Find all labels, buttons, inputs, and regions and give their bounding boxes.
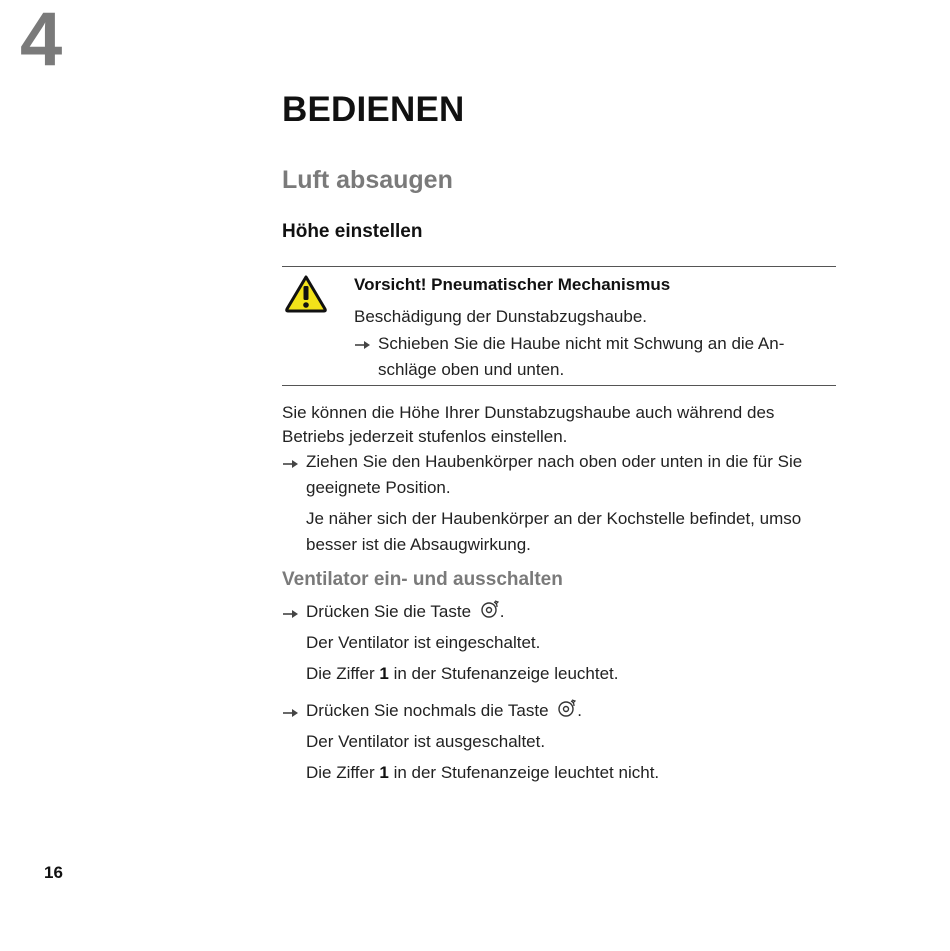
digit-one: 1: [379, 664, 389, 683]
height-step-line1: Ziehen Sie den Haubenkörper nach oben oder unten in die für Sie: [306, 452, 803, 471]
arrow-right-icon: [282, 707, 300, 719]
period: .: [577, 701, 583, 720]
height-paragraph-line1: Sie können die Höhe Ihrer Dunstabzugshaube auch während des: [282, 403, 775, 422]
warning-instruction: [354, 331, 824, 383]
fan-result-off-display: [306, 760, 836, 786]
warning-box: [282, 266, 836, 386]
text-fragment: Die Ziffer: [306, 664, 380, 683]
height-note-line1: Je näher sich der Haubenkörper an der Kochstelle befindet, umso: [306, 509, 802, 528]
text-fragment: in der Stufenanzeige leuchtet nicht.: [388, 763, 660, 782]
subsection-title-height: Höhe einstellen: [282, 221, 423, 242]
fan-result-on: Der Ventilator ist eingeschaltet.: [306, 633, 541, 652]
subsection-title-fan: Ventilator ein- und ausschalten: [282, 569, 563, 590]
arrow-right-icon: [354, 339, 372, 351]
warning-text: Beschädigung der Dunstabzugshaube.: [354, 307, 647, 326]
arrow-right-icon: [282, 608, 300, 620]
period: .: [499, 602, 505, 621]
text-fragment: Die Ziffer: [306, 763, 380, 782]
page-number: 16: [44, 863, 63, 882]
fan-icon: [557, 698, 577, 718]
page-title: BEDIENEN: [282, 90, 465, 129]
height-paragraph: [282, 401, 836, 449]
warning-title: Vorsicht! Pneumatischer Mechanismus: [354, 275, 671, 294]
height-note-line2: besser ist die Absaugwirkung.: [306, 535, 531, 554]
warning-instruction-line1: Schieben Sie die Haube nicht mit Schwung an die An-: [378, 334, 785, 353]
arrow-right-icon: [282, 458, 300, 470]
fan-step-on-text: Drücken Sie die Taste: [306, 602, 472, 621]
digit-one: 1: [379, 763, 389, 782]
fan-step-off: [282, 698, 836, 724]
height-step: [282, 449, 836, 501]
height-paragraph-line2: Betriebs jederzeit stufenlos einstellen.: [282, 427, 568, 446]
fan-step-on: [282, 599, 836, 625]
section-title: Luft absaugen: [282, 166, 453, 194]
fan-step-off-text: Drücken Sie nochmals die Taste: [306, 701, 549, 720]
warning-instruction-line2: schläge oben und unten.: [378, 360, 565, 379]
warning-triangle-icon: [284, 274, 328, 314]
fan-result-on-display: [306, 661, 836, 687]
chapter-number: 4: [20, 0, 63, 82]
height-note: [306, 506, 836, 558]
text-fragment: in der Stufenanzeige leuchtet.: [388, 664, 619, 683]
fan-result-off: Der Ventilator ist ausgeschaltet.: [306, 732, 546, 751]
fan-icon: [480, 599, 500, 619]
height-step-line2: geeignete Position.: [306, 478, 451, 497]
